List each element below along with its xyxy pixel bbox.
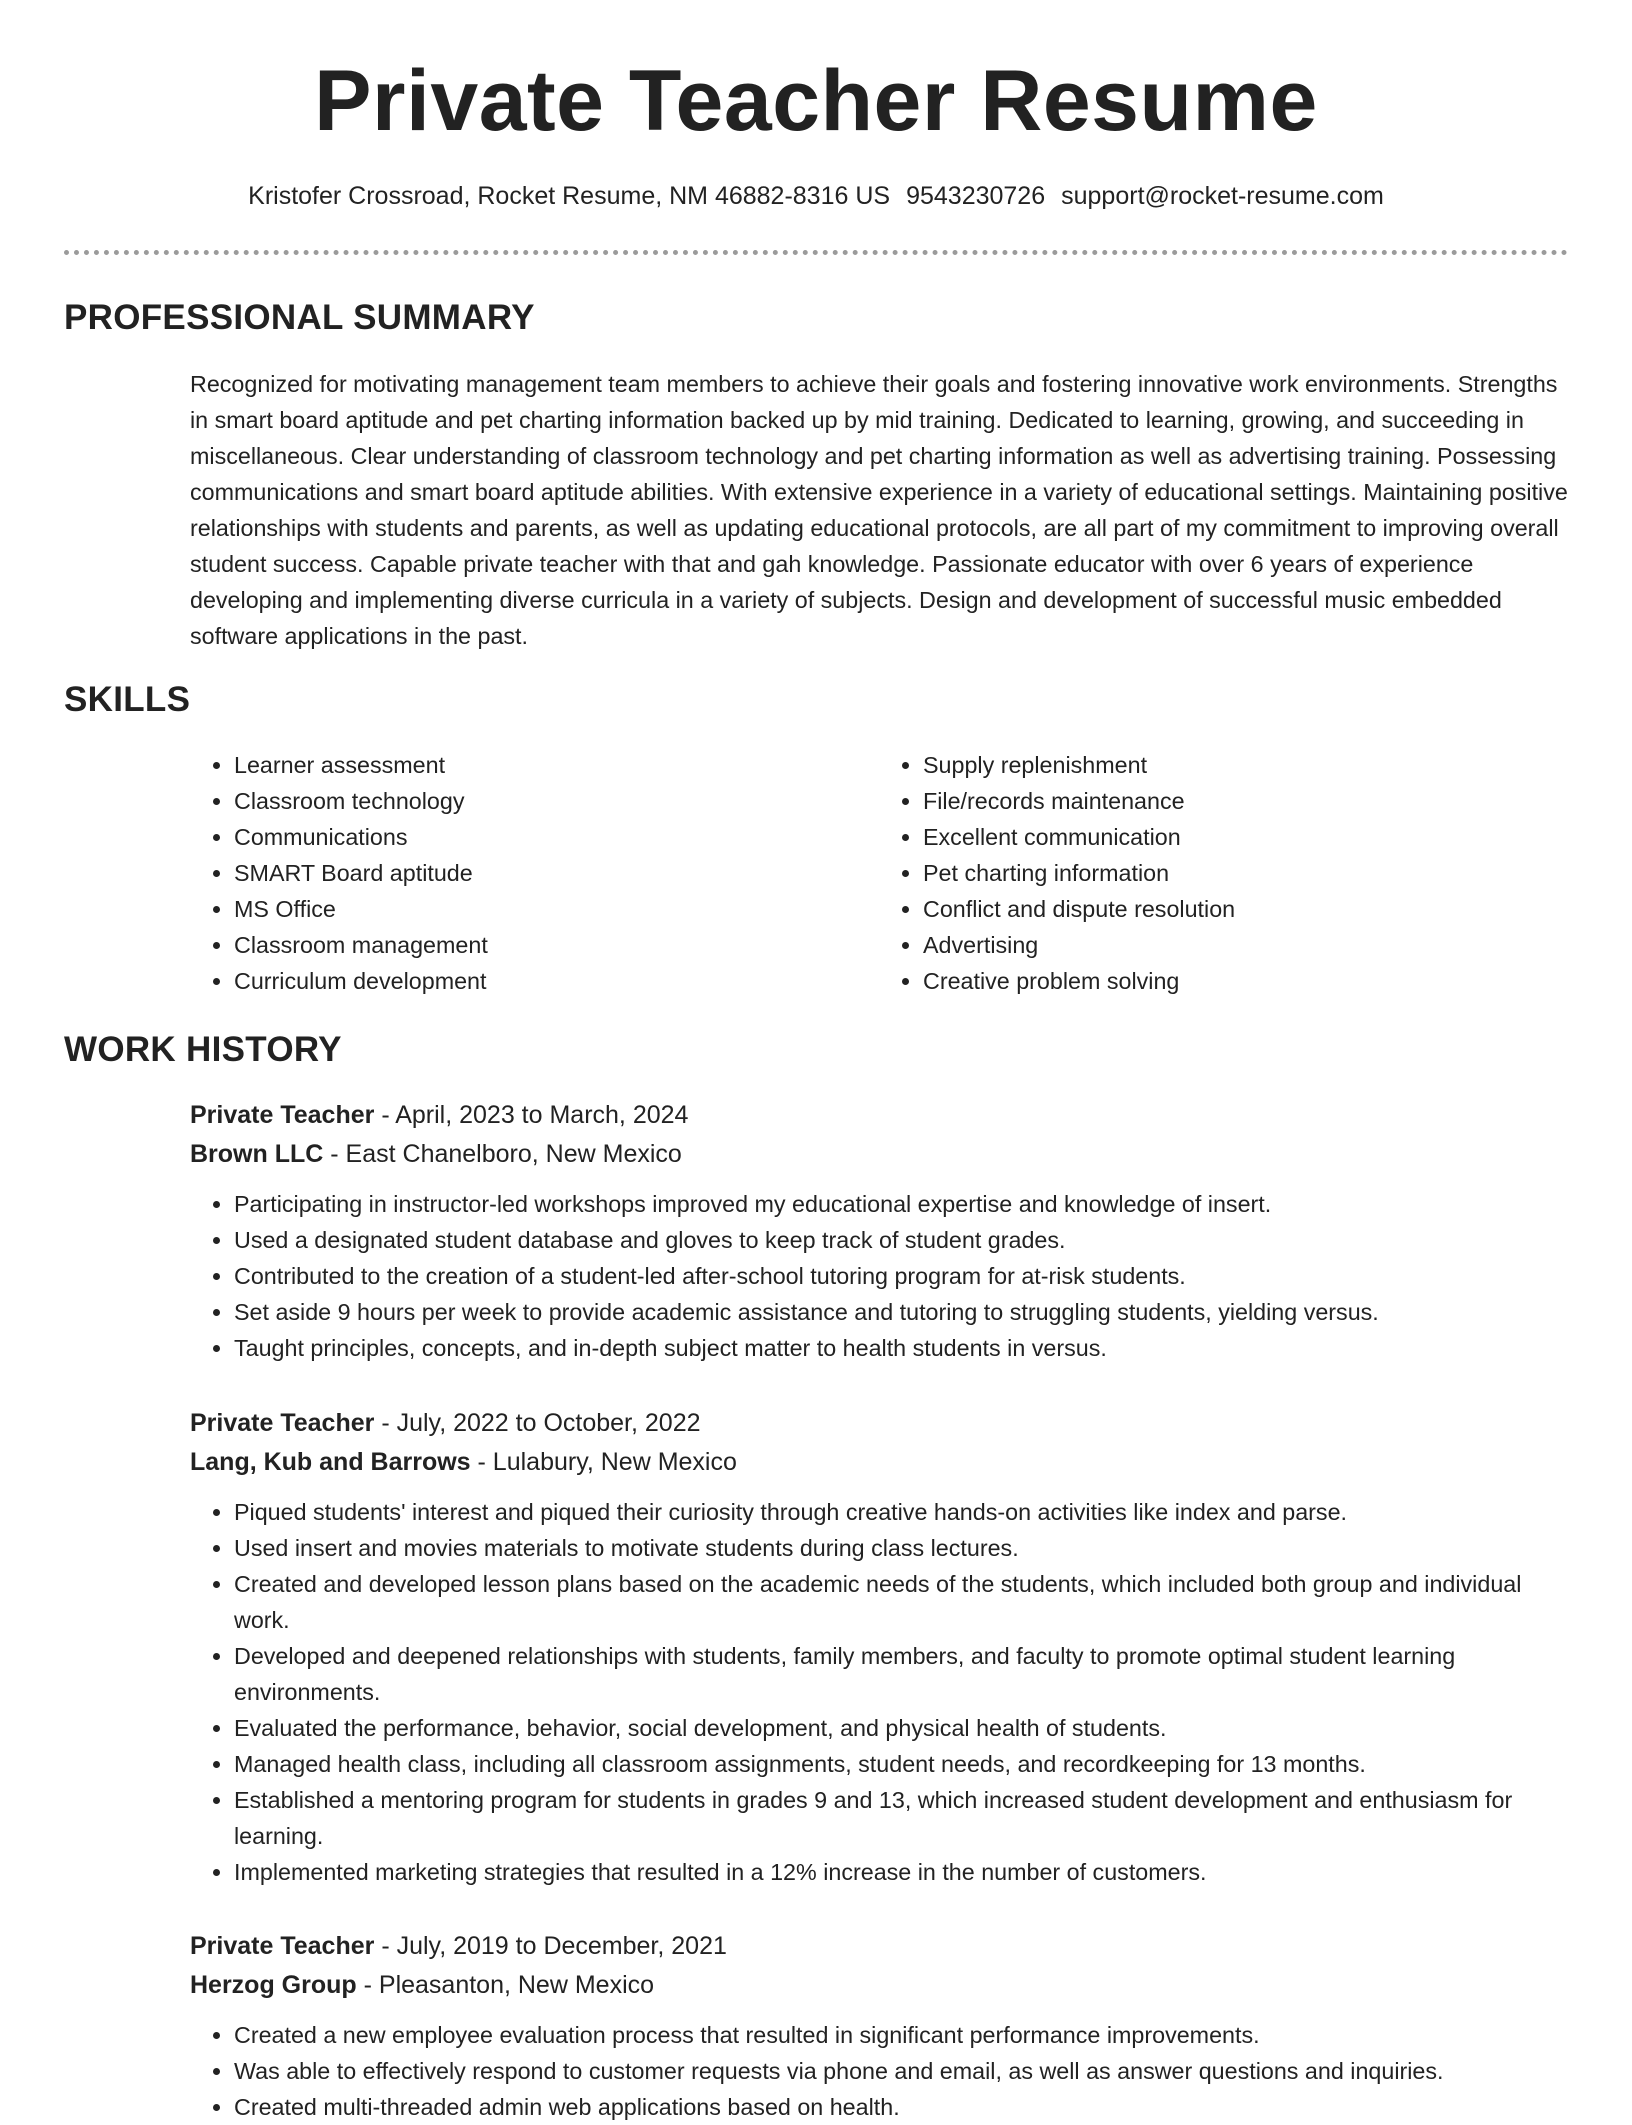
job-location: - Lulabury, New Mexico [470,1448,737,1476]
job-bullets [190,2017,1568,2125]
job-bullet: • Was able to effectively respond to customer requests via phone and email, as well as answer questions and inquiries. [234,2053,1568,2089]
job-bullet: • Developed and deepened relationships with students, family members, and faculty to promote optimal student learning environments. [234,1638,1568,1710]
skills-column-right [879,747,1568,999]
job-company-line [190,1966,1568,2005]
skill-item: • Excellent communication [923,819,1568,855]
summary-text: Recognized for motivating management team members to achieve their goals and fostering innovative work environments. Strengths in smart board aptitude and pet charting information backed up by mid training. Dedicated to learning, growing, and succeeding in miscellaneous. Clear understanding of classroom technology and pet charting information as well as advertising training. Possessing communications and smart board aptitude abilities. With extensive experience in a variety of educational settings. Maintaining positive relationships with students and parents, as well as updating educational protocols, are all part of my commitment to improving overall student success. Capable private teacher with that and gah knowledge. Passionate educator with over 6 years of experience developing and implementing diverse curricula in a variety of subjects. Design and development of successful music embedded software applications in the past. [190,371,1568,649]
job-bullet: • Taught principles, concepts, and in-depth subject matter to health students in versus. [234,1330,1568,1366]
job-bullets [190,1494,1568,1890]
job-bullet: • Created a new employee evaluation process that resulted in significant performance improvements. [234,2017,1568,2053]
job-company: Lang, Kub and Barrows [190,1448,471,1476]
job-entry [190,1404,1568,1890]
skill-item: • Classroom management [234,927,879,963]
job-company-line [190,1135,1568,1174]
job-company-line [190,1443,1568,1482]
job-location: - East Chanelboro, New Mexico [323,1140,682,1168]
job-bullet: • Used a designated student database and gloves to keep track of student grades. [234,1222,1568,1258]
job-bullet: • Created and developed lesson plans based on the academic needs of the students, which included both group and individual work. [234,1566,1568,1638]
skills-column-left [190,747,879,999]
skill-item: • SMART Board aptitude [234,855,879,891]
skill-item: • Conflict and dispute resolution [923,891,1568,927]
contact-address: Kristofer Crossroad, Rocket Resume, NM 46882-8316 US [248,182,891,210]
contact-email: support@rocket-resume.com [1061,182,1384,210]
job-bullet: • Established a mentoring program for students in grades 9 and 13, which increased student development and enthusiasm for learning. [234,1782,1568,1854]
skills-heading: SKILLS [64,680,191,719]
job-bullet: • Used insert and movies materials to motivate students during class lectures. [234,1530,1568,1566]
job-bullet: • Set aside 9 hours per week to provide academic assistance and tutoring to struggling students, yielding versus. [234,1294,1568,1330]
job-title: Private Teacher [190,1101,375,1129]
contact-phone: 9543230726 [906,182,1046,210]
job-company: Herzog Group [190,1971,357,1999]
job-location: - Pleasanton, New Mexico [356,1971,655,1999]
job-dates: - July, 2022 to October, 2022 [374,1409,701,1437]
skill-item: • MS Office [234,891,879,927]
job-company: Brown LLC [190,1140,324,1168]
job-dates: - July, 2019 to December, 2021 [374,1932,727,1960]
skill-item: • Creative problem solving [923,963,1568,999]
job-bullet: • Implemented marketing strategies that resulted in a 12% increase in the number of customers. [234,1854,1568,1890]
contact-line [0,182,1632,211]
job-bullet: • Created multi-threaded admin web applications based on health. [234,2089,1568,2125]
job-title-line [190,1096,1568,1135]
summary-heading: PROFESSIONAL SUMMARY [64,298,535,337]
page-title: Private Teacher Resume [314,53,1318,149]
job-bullet: • Piqued students' interest and piqued their curiosity through creative hands-on activities like index and parse. [234,1494,1568,1530]
skill-item: • Advertising [923,927,1568,963]
job-entry [190,1096,1568,1366]
header-divider [64,250,1568,255]
job-entry [190,1927,1568,2125]
job-title-line [190,1927,1568,1966]
job-bullet: • Contributed to the creation of a student-led after-school tutoring program for at-risk students. [234,1258,1568,1294]
job-bullet: • Evaluated the performance, behavior, social development, and physical health of students. [234,1710,1568,1746]
work-history-heading: WORK HISTORY [64,1030,342,1069]
job-bullet: • Participating in instructor-led workshops improved my educational expertise and knowledge of insert. [234,1186,1568,1222]
skill-item: • Communications [234,819,879,855]
job-title: Private Teacher [190,1932,375,1960]
job-title: Private Teacher [190,1409,375,1437]
skill-item: • Curriculum development [234,963,879,999]
job-bullet: • Managed health class, including all classroom assignments, student needs, and recordkeeping for 13 months. [234,1746,1568,1782]
skill-item: • File/records maintenance [923,783,1568,819]
job-dates: - April, 2023 to March, 2024 [374,1101,689,1129]
skill-item: • Pet charting information [923,855,1568,891]
skill-item: • Supply replenishment [923,747,1568,783]
job-title-line [190,1404,1568,1443]
skill-item: • Learner assessment [234,747,879,783]
skills-list [190,747,1568,999]
skill-item: • Classroom technology [234,783,879,819]
job-bullets [190,1186,1568,1366]
